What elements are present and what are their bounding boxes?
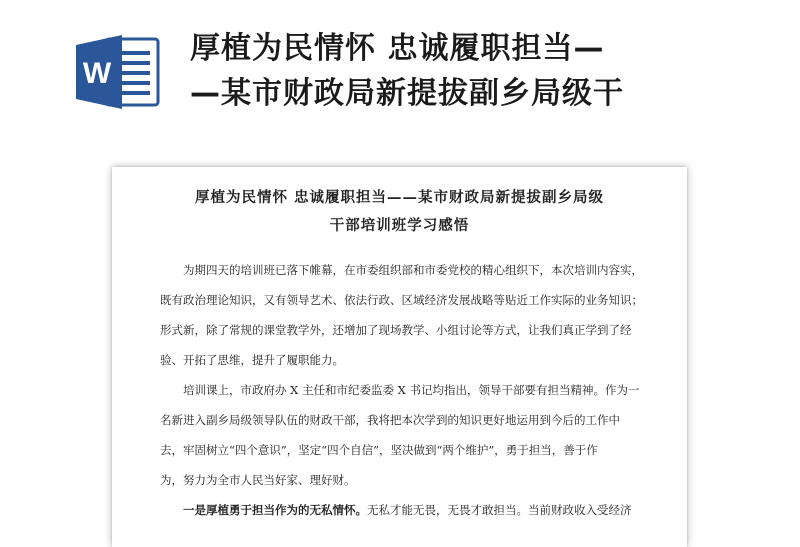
paragraph-line: 培训课上，市政府办 X 主任和市纪委监委 X 书记均指出，领导干部要有担当精神。作为一 bbox=[183, 383, 640, 397]
paragraph-line: 为，努力为全市人民当好家、理好财。 bbox=[160, 473, 356, 487]
paragraph-1 bbox=[160, 255, 660, 375]
banner-header bbox=[0, 0, 800, 150]
paragraph-line: 名新进入副乡局级领导队伍的财政干部，我将把本次学到的知识更好地运用到今后的工作中 bbox=[160, 413, 620, 427]
paragraph-2 bbox=[160, 375, 660, 495]
paragraph-lead-bold: 一是厚植勇于担当作为的无私情怀。 bbox=[183, 503, 367, 517]
paragraph-line: 为期四天的培训班已落下帷幕，在市委组织部和市委党校的精心组织下，本次培训内容实， bbox=[183, 263, 643, 277]
word-document-icon bbox=[76, 33, 162, 111]
word-icon-letter: W bbox=[82, 57, 112, 90]
document-body bbox=[160, 255, 660, 525]
paragraph-line-rest: 无私才能无畏，无畏才敢担当。当前财政收入受经济 bbox=[367, 503, 632, 517]
paragraph-line: 形式新，除了常规的课堂教学外，还增加了现场教学、小组讨论等方式，让我们真正学到了经 bbox=[160, 323, 632, 337]
document-page bbox=[112, 167, 687, 547]
document-title-line-1: 厚植为民情怀 忠诚履职担当——某市财政局新提拔副乡局级 bbox=[194, 189, 605, 206]
paragraph-line bbox=[160, 495, 660, 525]
header-title-line-1: 厚植为民情怀 忠诚履职担当— bbox=[190, 31, 605, 66]
document-title-line-2: 干部培训班学习感悟 bbox=[329, 217, 470, 234]
paragraph-line: 去，牢固树立“四个意识”，坚定“四个自信”，坚决做到“两个维护”，勇于担当，善于作 bbox=[160, 443, 598, 457]
document-title bbox=[112, 184, 687, 240]
page-title bbox=[190, 26, 750, 116]
paragraph-line: 验、开拓了思维，提升了履职能力。 bbox=[160, 353, 344, 367]
header-title-line-2: —某市财政局新提拔副乡局级干 bbox=[190, 76, 624, 111]
paragraph-line: 既有政治理论知识，又有领导艺术、依法行政、区域经济发展战略等贴近工作实际的业务知识； bbox=[160, 293, 643, 307]
paragraph-3 bbox=[160, 495, 660, 525]
